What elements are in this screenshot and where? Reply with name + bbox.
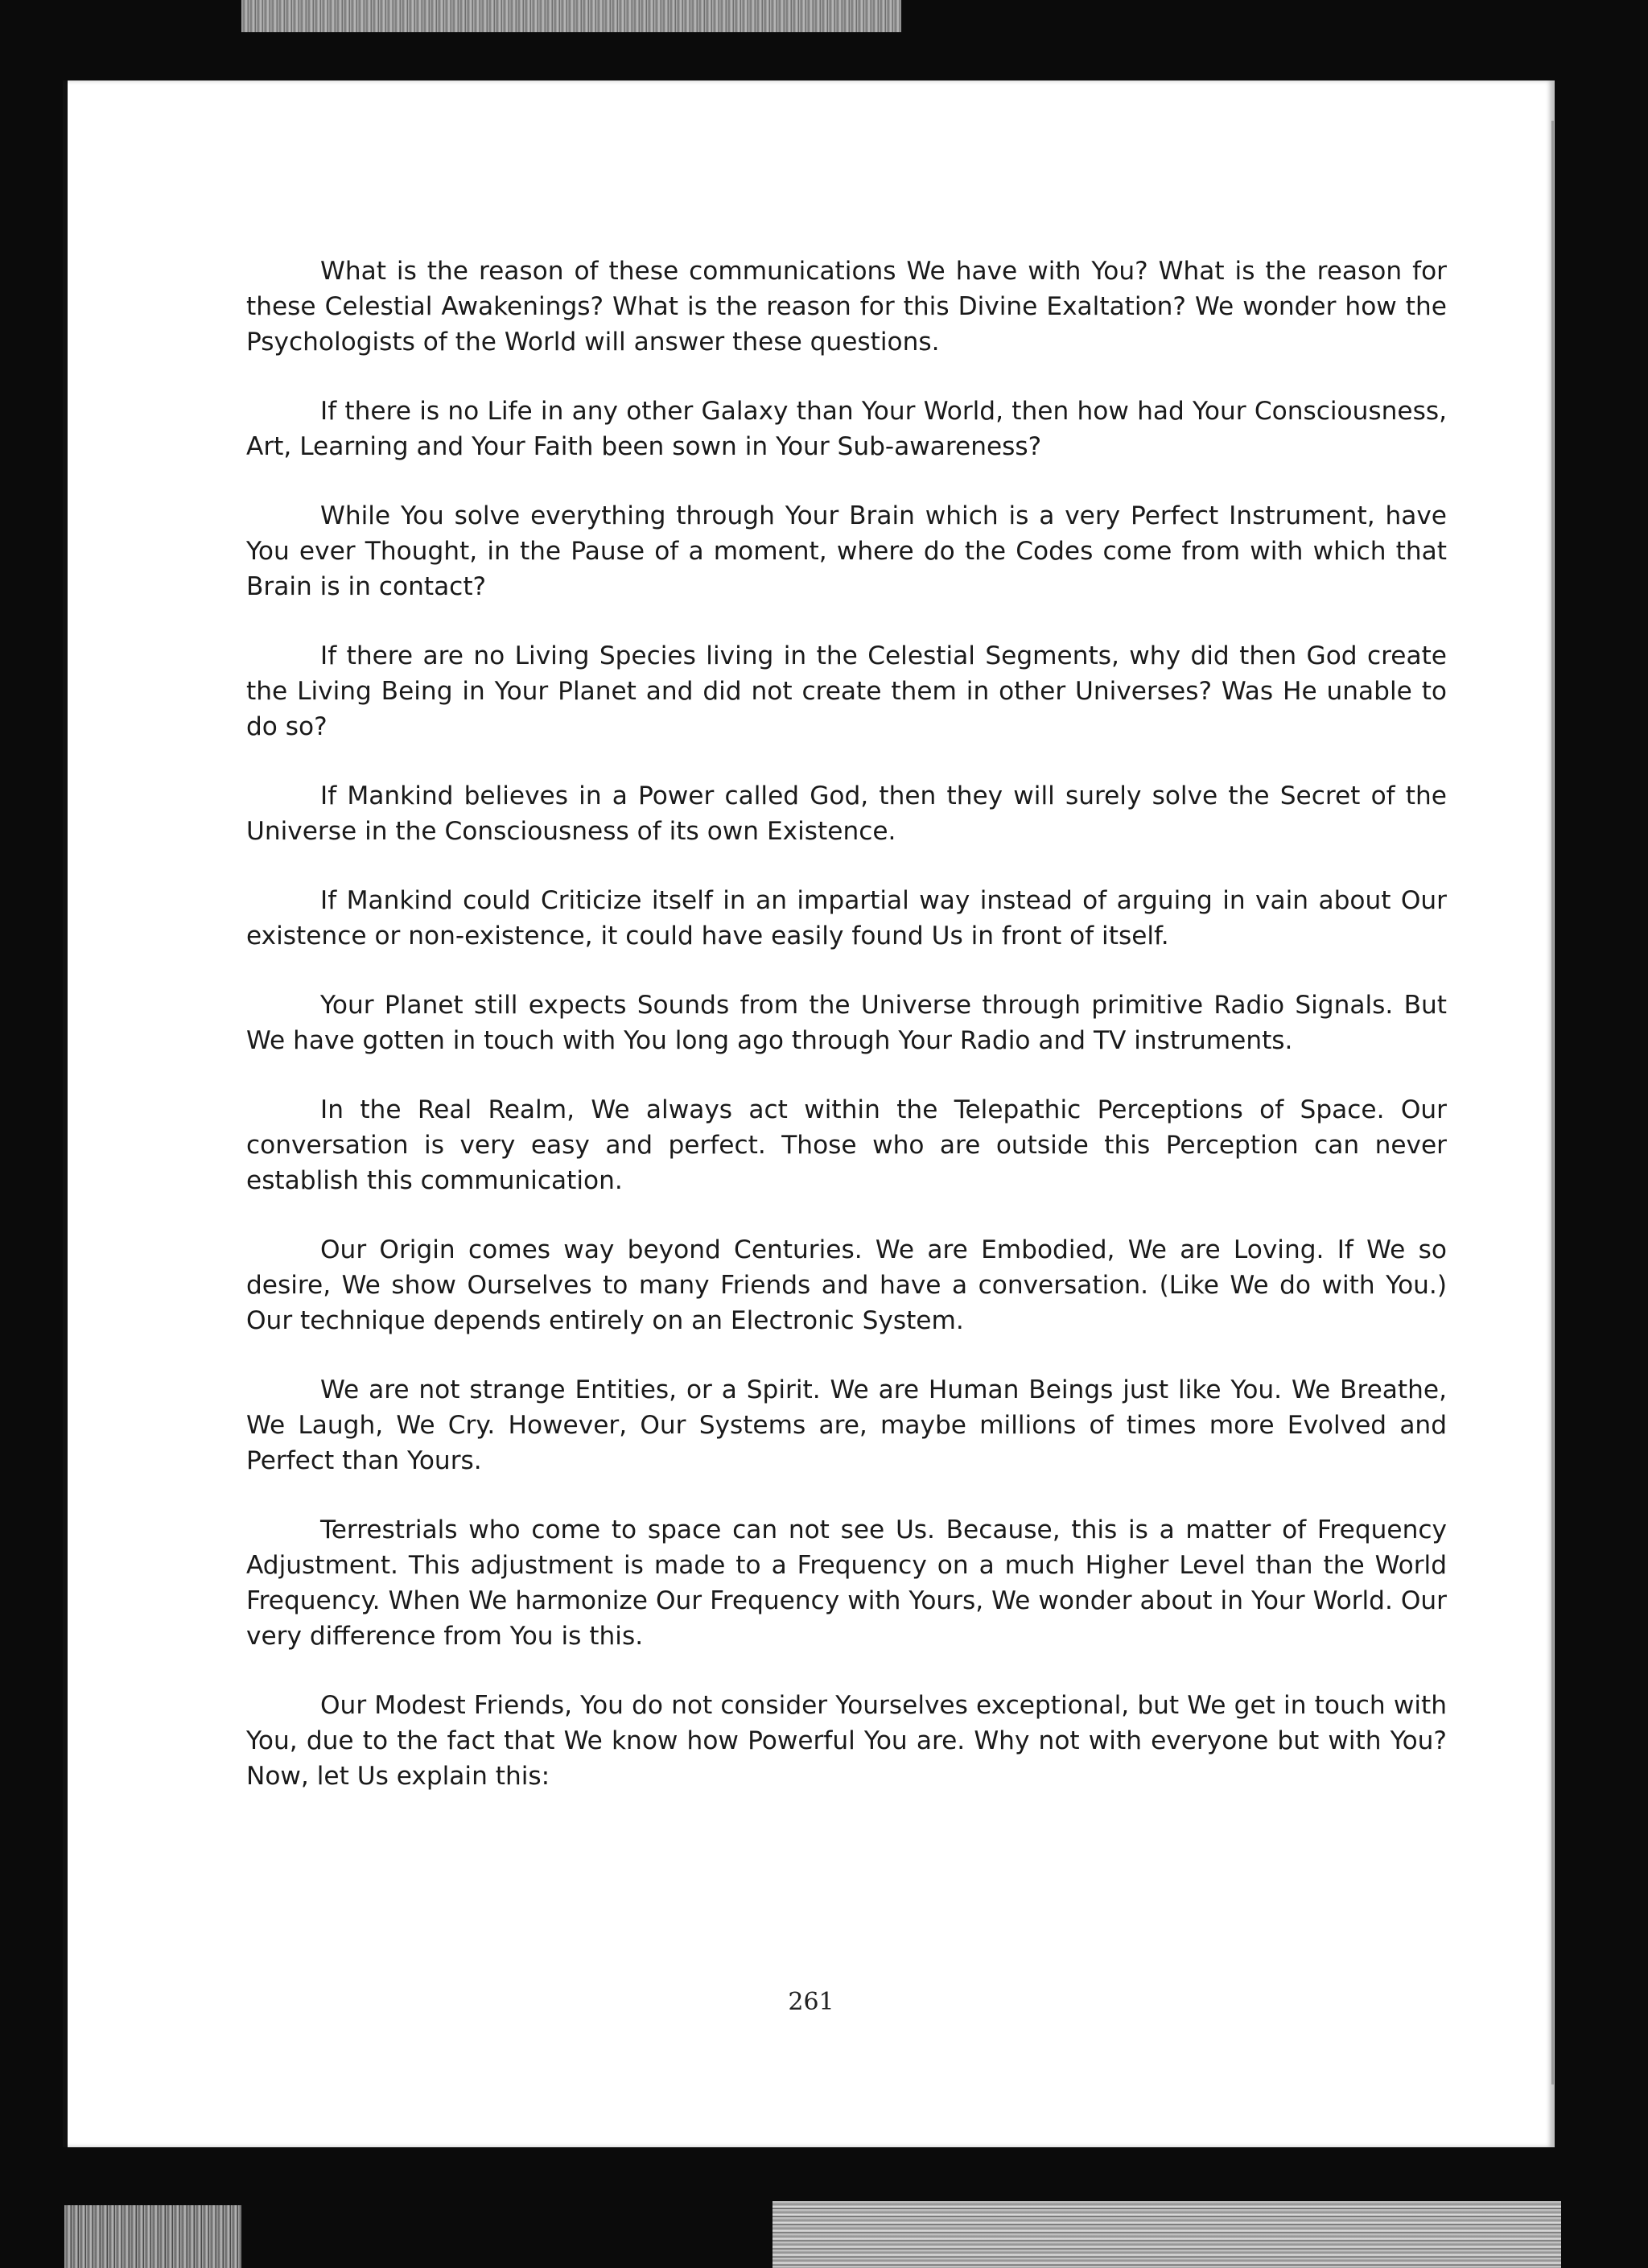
- paragraph: In the Real Realm, We always act within the Telepathic Perceptions of Space. Our conversation is very easy and perfect. Those who are outside this Perception can never establish this communication.: [246, 1095, 1447, 1195]
- page-edge-line: [1551, 121, 1554, 2084]
- paragraph: Our Origin comes way beyond Centuries. We are Embodied, We are Loving. If We so desire, We show Ourselves to many Friends and have a conversation. (Like We do with You.) Our technique depends entirely on an Electronic System.: [246, 1235, 1447, 1335]
- scan-edge-artifact-bottom: [772, 2201, 1561, 2268]
- paragraph: We are not strange Entities, or a Spirit. We are Human Beings just like You. We Breathe, We Laugh, We Cry. However, Our Systems are, maybe millions of times more Evolved and Perfect than Yours.: [246, 1375, 1447, 1475]
- paragraph: Terrestrials who come to space can not see Us. Because, this is a matter of Frequency Adjustment. This adjustment is made to a Frequency on a much Higher Level than the World Frequency. When We harmonize Our Frequency with Yours, We wonder about in Your World. Our very difference from You is this.: [246, 1515, 1447, 1651]
- paragraph: If there is no Life in any other Galaxy than Your World, then how had Your Consciousness, Art, Learning and Your Faith been sown in Your Sub-awareness?: [246, 397, 1447, 461]
- scan-edge-artifact-bottom-left: [64, 2205, 241, 2268]
- page-number: 261: [788, 1988, 834, 2016]
- page-body-text: [246, 254, 1447, 1828]
- paragraph: If Mankind believes in a Power called God, then they will surely solve the Secret of the Universe in the Consciousness of its own Existence.: [246, 781, 1447, 846]
- paragraph: What is the reason of these communications We have with You? What is the reason for these Celestial Awakenings? What is the reason for this Divine Exaltation? We wonder how the Psychologists of the World will answer these questions.: [246, 257, 1447, 357]
- book-page: [63, 80, 1555, 2147]
- scan-edge-artifact-top: [241, 0, 901, 32]
- paragraph: Your Planet still expects Sounds from the Universe through primitive Radio Signals. But We have gotten in touch with You long ago through Your Radio and TV instruments.: [246, 991, 1447, 1055]
- paragraph: If Mankind could Criticize itself in an impartial way instead of arguing in vain about Our existence or non-existence, it could have easily found Us in front of itself.: [246, 886, 1447, 950]
- paragraph: Our Modest Friends, You do not consider Yourselves exceptional, but We get in touch with You, due to the fact that We know how Powerful You are. Why not with everyone but with You? Now, let Us explain this:: [246, 1691, 1447, 1791]
- paragraph: While You solve everything through Your Brain which is a very Perfect Instrument, have You ever Thought, in the Pause of a moment, where do the Codes come from with which that Brain is in contact?: [246, 501, 1447, 601]
- paragraph: If there are no Living Species living in the Celestial Segments, why did then God create the Living Being in Your Planet and did not create them in other Universes? Was He unable to do so?: [246, 641, 1447, 741]
